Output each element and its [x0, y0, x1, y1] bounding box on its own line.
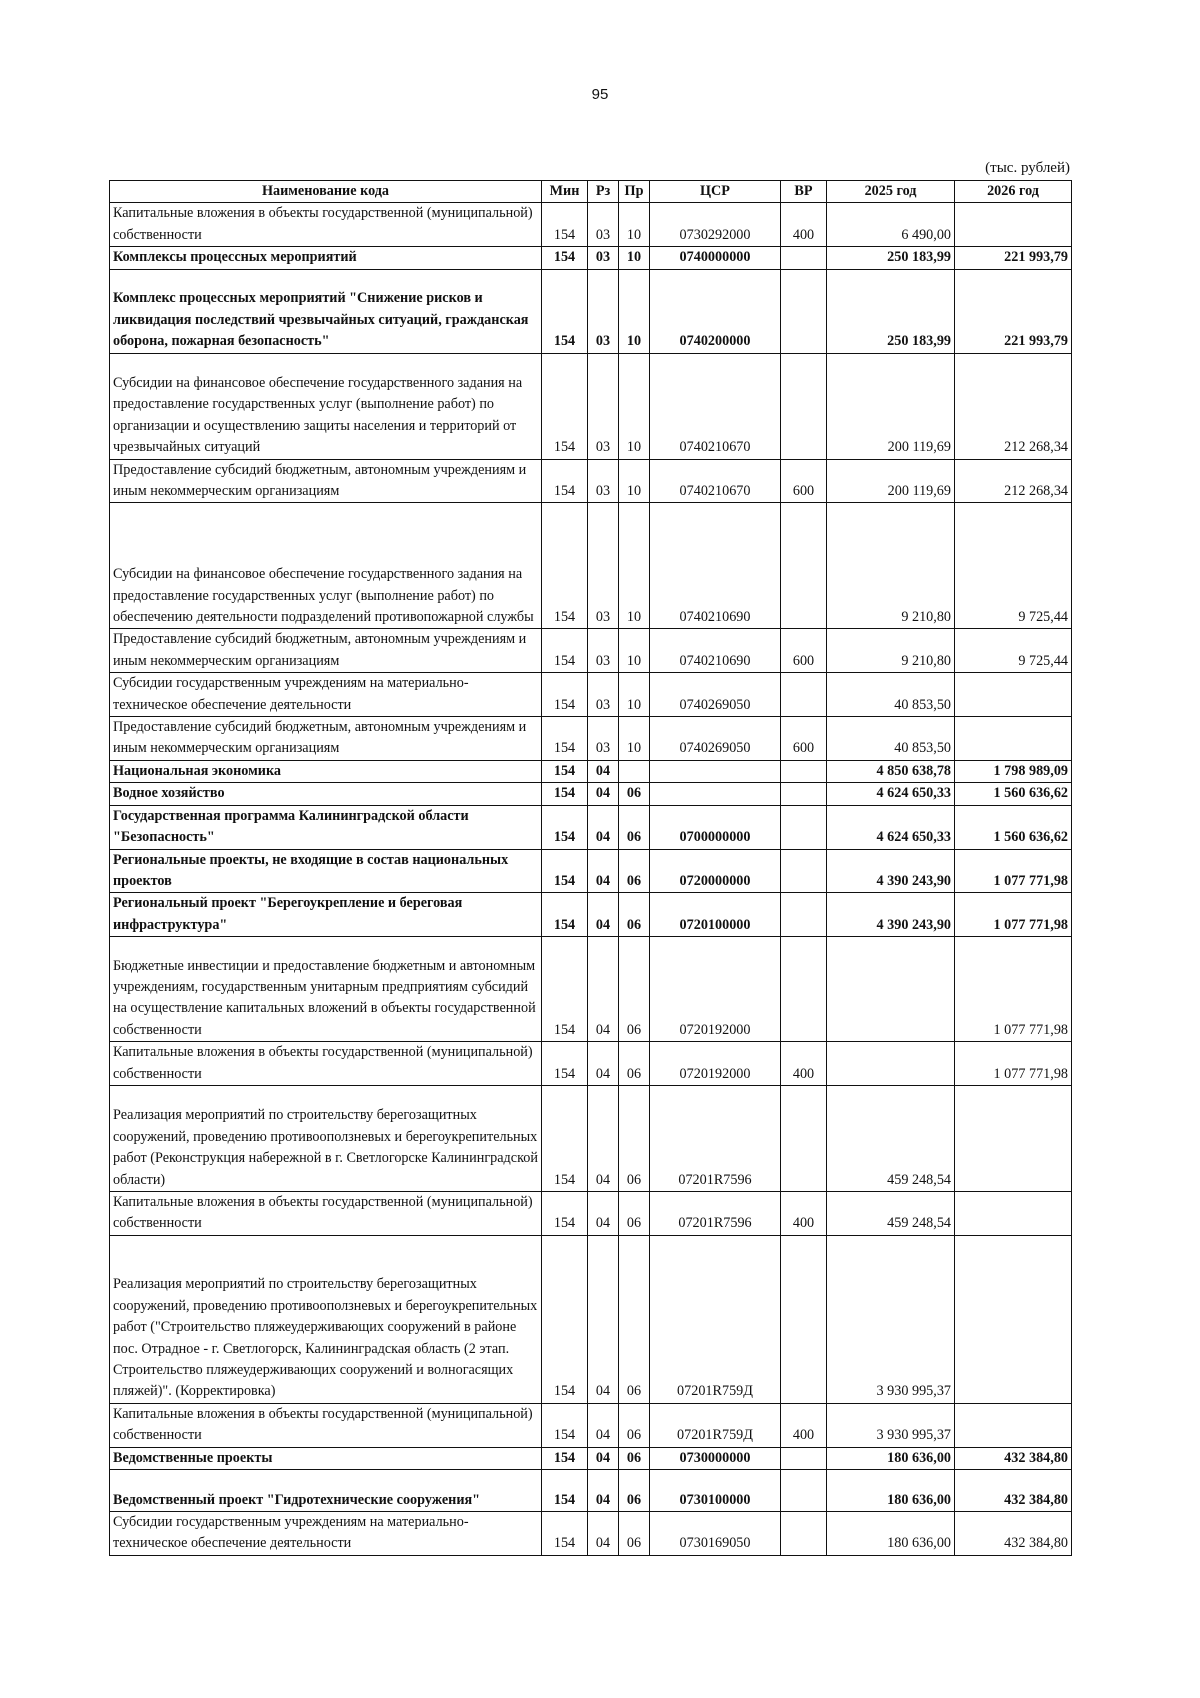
cell-pr: 06	[619, 893, 650, 937]
cell-csr	[650, 760, 781, 782]
cell-rz: 03	[588, 673, 619, 717]
cell-min: 154	[542, 353, 588, 459]
header-name: Наименование кода	[110, 181, 542, 203]
cell-csr: 07201R7596	[650, 1085, 781, 1191]
cell-pr: 10	[619, 459, 650, 503]
cell-y2026	[955, 1085, 1072, 1191]
cell-y2026: 1 560 636,62	[955, 805, 1072, 849]
cell-csr: 0720192000	[650, 937, 781, 1042]
cell-rz: 04	[588, 1191, 619, 1235]
cell-vr	[781, 353, 827, 459]
cell-csr: 07201R7596	[650, 1191, 781, 1235]
table-row	[110, 783, 1072, 805]
cell-name: Региональный проект "Берегоукрепление и береговая инфраструктура"	[110, 893, 542, 937]
table-row	[110, 1235, 1072, 1403]
table-row	[110, 1191, 1072, 1235]
cell-vr	[781, 1511, 827, 1555]
table-row	[110, 1469, 1072, 1511]
cell-min: 154	[542, 1511, 588, 1555]
cell-name: Национальная экономика	[110, 760, 542, 782]
cell-csr: 0740269050	[650, 673, 781, 717]
cell-y2025	[827, 1042, 955, 1086]
cell-csr	[650, 783, 781, 805]
cell-name: Предоставление субсидий бюджетным, автономным учреждениям и иным некоммерческим организациям	[110, 629, 542, 673]
cell-min: 154	[542, 503, 588, 629]
cell-rz: 04	[588, 849, 619, 893]
cell-csr: 0720100000	[650, 893, 781, 937]
cell-csr: 07201R759Д	[650, 1403, 781, 1447]
cell-y2025	[827, 937, 955, 1042]
cell-vr: 600	[781, 717, 827, 761]
table-row	[110, 805, 1072, 849]
cell-vr	[781, 1469, 827, 1511]
cell-pr: 06	[619, 1447, 650, 1469]
cell-y2026: 221 993,79	[955, 247, 1072, 269]
cell-y2025: 9 210,80	[827, 503, 955, 629]
cell-y2026: 432 384,80	[955, 1447, 1072, 1469]
table-row	[110, 717, 1072, 761]
cell-y2026: 9 725,44	[955, 629, 1072, 673]
table-row	[110, 503, 1072, 629]
cell-vr	[781, 893, 827, 937]
cell-y2025: 459 248,54	[827, 1191, 955, 1235]
cell-y2026: 212 268,34	[955, 353, 1072, 459]
cell-min: 154	[542, 269, 588, 353]
cell-rz: 04	[588, 1085, 619, 1191]
cell-vr	[781, 805, 827, 849]
cell-pr: 06	[619, 1469, 650, 1511]
table-body	[110, 203, 1072, 1555]
units-note: (тыс. рублей)	[985, 160, 1070, 176]
cell-name: Комплексы процессных мероприятий	[110, 247, 542, 269]
page-number: 95	[591, 86, 609, 103]
cell-name: Предоставление субсидий бюджетным, автономным учреждениям и иным некоммерческим организациям	[110, 717, 542, 761]
cell-y2025: 180 636,00	[827, 1511, 955, 1555]
cell-pr: 06	[619, 1085, 650, 1191]
table-row	[110, 1511, 1072, 1555]
table-row	[110, 937, 1072, 1042]
table-row	[110, 893, 1072, 937]
table-row	[110, 459, 1072, 503]
header-rz: Рз	[588, 181, 619, 203]
cell-min: 154	[542, 849, 588, 893]
cell-name: Реализация мероприятий по строительству берегозащитных сооружений, проведению противооползневых и берегоукрепительных работ (Реконструкция набережной в г. Светлогорске Калининградской области)	[110, 1085, 542, 1191]
cell-y2025: 459 248,54	[827, 1085, 955, 1191]
cell-vr	[781, 783, 827, 805]
cell-y2026	[955, 1235, 1072, 1403]
cell-csr: 0740210670	[650, 353, 781, 459]
cell-name: Капитальные вложения в объекты государственной (муниципальной) собственности	[110, 1403, 542, 1447]
cell-pr: 06	[619, 1191, 650, 1235]
cell-y2026: 432 384,80	[955, 1511, 1072, 1555]
cell-y2026: 9 725,44	[955, 503, 1072, 629]
cell-min: 154	[542, 1042, 588, 1086]
cell-vr	[781, 849, 827, 893]
table-row	[110, 629, 1072, 673]
cell-csr: 0740000000	[650, 247, 781, 269]
cell-pr: 10	[619, 503, 650, 629]
cell-pr: 06	[619, 1235, 650, 1403]
cell-name: Субсидии государственным учреждениям на материально-техническое обеспечение деятельности	[110, 1511, 542, 1555]
cell-vr	[781, 937, 827, 1042]
cell-rz: 04	[588, 1042, 619, 1086]
table-row	[110, 1447, 1072, 1469]
cell-y2026: 212 268,34	[955, 459, 1072, 503]
cell-rz: 03	[588, 629, 619, 673]
cell-y2025: 3 930 995,37	[827, 1403, 955, 1447]
table-row	[110, 1042, 1072, 1086]
cell-name: Региональные проекты, не входящие в состав национальных проектов	[110, 849, 542, 893]
cell-vr	[781, 269, 827, 353]
cell-y2026	[955, 717, 1072, 761]
table-row	[110, 760, 1072, 782]
cell-name: Капитальные вложения в объекты государственной (муниципальной) собственности	[110, 203, 542, 247]
cell-y2026: 1 077 771,98	[955, 1042, 1072, 1086]
cell-rz: 04	[588, 1403, 619, 1447]
cell-y2025: 3 930 995,37	[827, 1235, 955, 1403]
cell-vr: 600	[781, 629, 827, 673]
cell-y2025: 40 853,50	[827, 717, 955, 761]
cell-pr: 10	[619, 673, 650, 717]
cell-min: 154	[542, 893, 588, 937]
table-row	[110, 1403, 1072, 1447]
header-row	[110, 181, 1072, 203]
cell-csr: 0740210690	[650, 503, 781, 629]
header-min: Мин	[542, 181, 588, 203]
cell-rz: 03	[588, 717, 619, 761]
cell-name: Ведомственный проект "Гидротехнические сооружения"	[110, 1469, 542, 1511]
table-row	[110, 203, 1072, 247]
cell-name: Предоставление субсидий бюджетным, автономным учреждениям и иным некоммерческим организациям	[110, 459, 542, 503]
cell-min: 154	[542, 203, 588, 247]
cell-pr: 06	[619, 805, 650, 849]
cell-name: Субсидии государственным учреждениям на материально-техническое обеспечение деятельности	[110, 673, 542, 717]
cell-rz: 03	[588, 269, 619, 353]
cell-pr: 06	[619, 849, 650, 893]
cell-name: Государственная программа Калининградской области "Безопасность"	[110, 805, 542, 849]
cell-rz: 03	[588, 247, 619, 269]
cell-y2026: 1 077 771,98	[955, 849, 1072, 893]
cell-pr: 06	[619, 1403, 650, 1447]
cell-pr: 06	[619, 937, 650, 1042]
cell-name: Водное хозяйство	[110, 783, 542, 805]
cell-csr: 0730100000	[650, 1469, 781, 1511]
cell-name: Бюджетные инвестиции и предоставление бюджетным и автономным учреждениям, государственным унитарным предприятиям субсидий на осуществление капитальных вложений в объекты государственной собственности	[110, 937, 542, 1042]
cell-vr	[781, 1447, 827, 1469]
cell-vr: 400	[781, 1042, 827, 1086]
cell-min: 154	[542, 937, 588, 1042]
cell-y2025: 200 119,69	[827, 459, 955, 503]
cell-csr: 07201R759Д	[650, 1235, 781, 1403]
cell-min: 154	[542, 1235, 588, 1403]
cell-csr: 0740210690	[650, 629, 781, 673]
cell-pr: 10	[619, 269, 650, 353]
cell-csr: 0740210670	[650, 459, 781, 503]
cell-y2025: 250 183,99	[827, 269, 955, 353]
cell-min: 154	[542, 459, 588, 503]
cell-y2026	[955, 1403, 1072, 1447]
cell-csr: 0740200000	[650, 269, 781, 353]
cell-y2026: 1 077 771,98	[955, 893, 1072, 937]
cell-rz: 03	[588, 203, 619, 247]
table-row	[110, 673, 1072, 717]
cell-y2025: 4 624 650,33	[827, 783, 955, 805]
cell-min: 154	[542, 1403, 588, 1447]
cell-pr: 06	[619, 783, 650, 805]
cell-y2026: 1 798 989,09	[955, 760, 1072, 782]
cell-csr: 0740269050	[650, 717, 781, 761]
cell-y2025: 4 850 638,78	[827, 760, 955, 782]
cell-y2026	[955, 673, 1072, 717]
cell-y2025: 6 490,00	[827, 203, 955, 247]
cell-min: 154	[542, 717, 588, 761]
cell-min: 154	[542, 629, 588, 673]
cell-vr	[781, 1235, 827, 1403]
cell-name: Капитальные вложения в объекты государственной (муниципальной) собственности	[110, 1042, 542, 1086]
cell-csr: 0700000000	[650, 805, 781, 849]
cell-min: 154	[542, 805, 588, 849]
cell-y2025: 4 390 243,90	[827, 893, 955, 937]
cell-rz: 04	[588, 783, 619, 805]
cell-csr: 0720192000	[650, 1042, 781, 1086]
header-pr: Пр	[619, 181, 650, 203]
table-row	[110, 247, 1072, 269]
cell-vr	[781, 1085, 827, 1191]
cell-y2026: 1 560 636,62	[955, 783, 1072, 805]
cell-y2026: 221 993,79	[955, 269, 1072, 353]
cell-vr: 400	[781, 1403, 827, 1447]
cell-y2025: 40 853,50	[827, 673, 955, 717]
cell-vr	[781, 673, 827, 717]
cell-name: Субсидии на финансовое обеспечение государственного задания на предоставление государственных услуг (выполнение работ) по организации и осуществлению защиты населения и территорий от чрезвычайных ситуаций	[110, 353, 542, 459]
table-row	[110, 849, 1072, 893]
header-csr: ЦСР	[650, 181, 781, 203]
cell-y2026	[955, 203, 1072, 247]
cell-min: 154	[542, 783, 588, 805]
cell-min: 154	[542, 673, 588, 717]
cell-rz: 04	[588, 1235, 619, 1403]
cell-pr: 10	[619, 629, 650, 673]
cell-y2025: 200 119,69	[827, 353, 955, 459]
cell-csr: 0730169050	[650, 1511, 781, 1555]
cell-pr: 10	[619, 203, 650, 247]
cell-y2025: 180 636,00	[827, 1447, 955, 1469]
cell-pr: 10	[619, 717, 650, 761]
table-row	[110, 1085, 1072, 1191]
cell-vr: 400	[781, 203, 827, 247]
cell-min: 154	[542, 1085, 588, 1191]
cell-min: 154	[542, 760, 588, 782]
cell-y2025: 4 624 650,33	[827, 805, 955, 849]
cell-y2025: 4 390 243,90	[827, 849, 955, 893]
cell-y2026: 1 077 771,98	[955, 937, 1072, 1042]
cell-vr: 400	[781, 1191, 827, 1235]
cell-min: 154	[542, 247, 588, 269]
cell-min: 154	[542, 1469, 588, 1511]
cell-rz: 03	[588, 503, 619, 629]
cell-min: 154	[542, 1191, 588, 1235]
table-row	[110, 269, 1072, 353]
cell-pr: 10	[619, 247, 650, 269]
cell-csr: 0720000000	[650, 849, 781, 893]
cell-name: Ведомственные проекты	[110, 1447, 542, 1469]
cell-vr	[781, 760, 827, 782]
cell-min: 154	[542, 1447, 588, 1469]
cell-rz: 03	[588, 353, 619, 459]
cell-vr	[781, 503, 827, 629]
header-2025: 2025 год	[827, 181, 955, 203]
cell-y2026	[955, 1191, 1072, 1235]
cell-pr: 06	[619, 1042, 650, 1086]
cell-name: Реализация мероприятий по строительству берегозащитных сооружений, проведению противооползневых и берегоукрепительных работ ("Строительство пляжеудерживающих сооружений в районе пос. Отрадное - г. Светлогорск, Калининградская область (2 этап. Строительство пляжеудерживающих сооружений и волногасящих пляжей)". (Корректировка)	[110, 1235, 542, 1403]
cell-rz: 04	[588, 937, 619, 1042]
header-vr: ВР	[781, 181, 827, 203]
cell-y2025: 180 636,00	[827, 1469, 955, 1511]
cell-name: Субсидии на финансовое обеспечение государственного задания на предоставление государственных услуг (выполнение работ) по обеспечению деятельности подразделений противопожарной службы	[110, 503, 542, 629]
cell-y2026: 432 384,80	[955, 1469, 1072, 1511]
cell-pr	[619, 760, 650, 782]
cell-name: Капитальные вложения в объекты государственной (муниципальной) собственности	[110, 1191, 542, 1235]
cell-csr: 0730292000	[650, 203, 781, 247]
cell-rz: 04	[588, 805, 619, 849]
header-2026: 2026 год	[955, 181, 1072, 203]
cell-rz: 04	[588, 1469, 619, 1511]
cell-y2025: 9 210,80	[827, 629, 955, 673]
cell-pr: 06	[619, 1511, 650, 1555]
cell-y2025: 250 183,99	[827, 247, 955, 269]
cell-csr: 0730000000	[650, 1447, 781, 1469]
budget-table	[109, 180, 1072, 1556]
cell-name: Комплекс процессных мероприятий "Снижение рисков и ликвидация последствий чрезвычайных ситуаций, гражданская оборона, пожарная безопасность"	[110, 269, 542, 353]
table-row	[110, 353, 1072, 459]
cell-rz: 04	[588, 1511, 619, 1555]
cell-vr: 600	[781, 459, 827, 503]
cell-rz: 04	[588, 893, 619, 937]
cell-rz: 04	[588, 760, 619, 782]
cell-pr: 10	[619, 353, 650, 459]
cell-rz: 04	[588, 1447, 619, 1469]
cell-vr	[781, 247, 827, 269]
cell-rz: 03	[588, 459, 619, 503]
